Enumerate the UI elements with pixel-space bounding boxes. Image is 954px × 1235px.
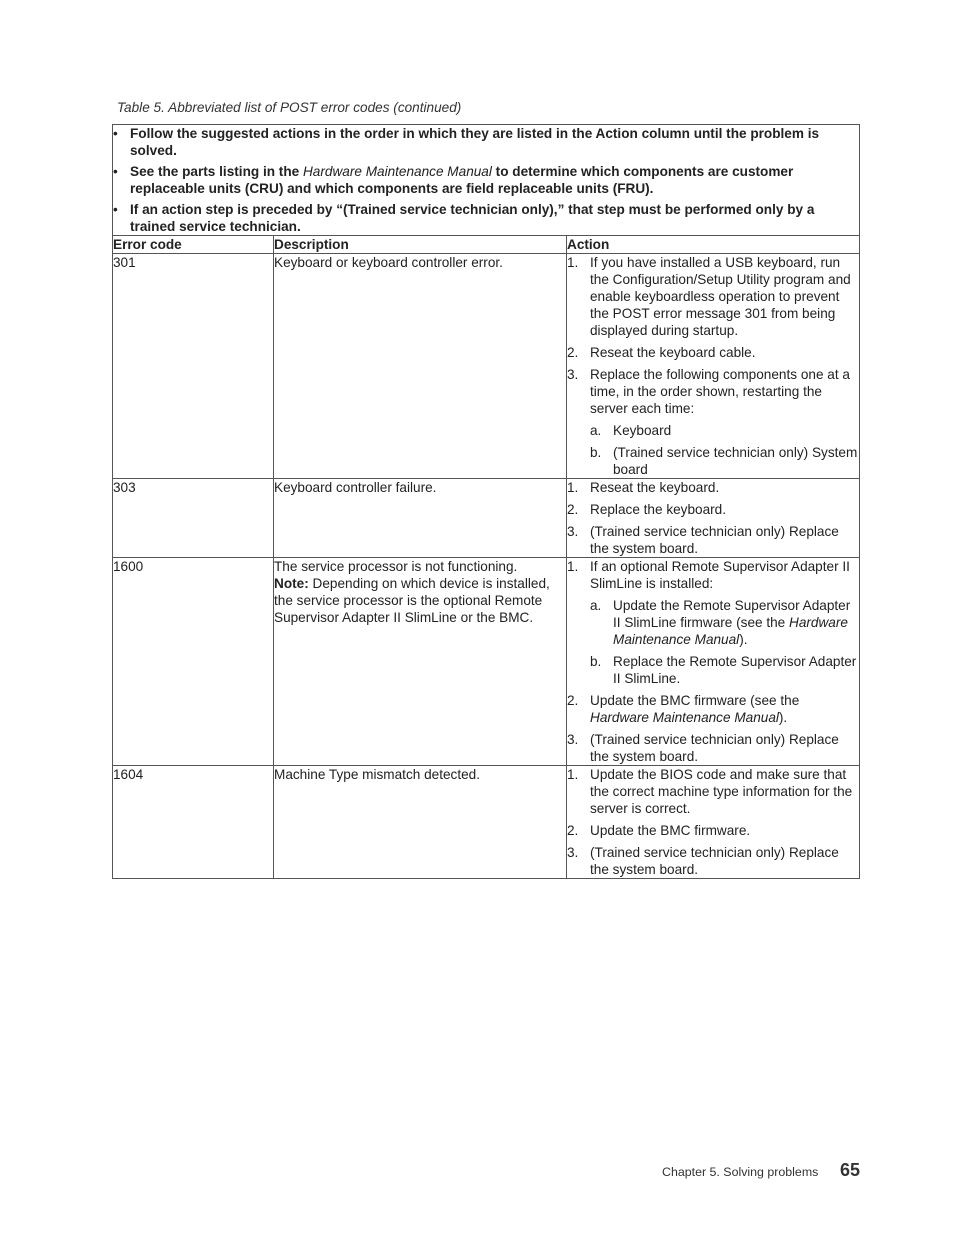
footer-chapter-title: Chapter 5. Solving problems — [662, 1165, 819, 1179]
column-header-description: Description — [274, 236, 567, 254]
error-description: Keyboard or keyboard controller error. — [274, 254, 567, 479]
action-step: 2. Update the BMC firmware (see the Hardware Maintenance Manual). — [567, 693, 800, 725]
error-actions — [567, 254, 860, 479]
error-actions — [567, 766, 860, 879]
action-step: 1. If you have installed a USB keyboard, run the Configuration/Setup Utility program and enable keyboardless operation to prevent the POST error message 301 from being displayed during startup. — [567, 255, 851, 338]
post-error-codes-table — [112, 124, 860, 879]
note-item — [113, 201, 859, 235]
action-step: 1. If an optional Remote Supervisor Adapter II SlimLine is installed: a. Update the Remote Supervisor Adapter II SlimLine firmware (see the Hardware Maintenance Manual). b. Replace the Remote Supervisor Adapter II SlimLine. — [567, 558, 859, 687]
action-substep: b. (Trained service technician only) System board — [590, 445, 858, 477]
note-text: Follow the suggested actions in the order in which they are listed in the Action column until the problem is solved. — [130, 126, 820, 158]
column-header-error-code: Error code — [113, 236, 274, 254]
action-substep: a. Keyboard — [590, 423, 672, 438]
action-step: 2. Replace the keyboard. — [567, 502, 727, 517]
action-step: 3. Replace the following components one at a time, in the order shown, restarting the server each time: a. Keyboard b. (Trained service technician only) System board — [567, 367, 858, 477]
action-step: 2. Update the BMC firmware. — [567, 823, 751, 838]
table-row — [113, 479, 860, 558]
action-substep: b. Replace the Remote Supervisor Adapter II SlimLine. — [590, 654, 857, 686]
action-step: 1. Update the BIOS code and make sure that the correct machine type information for the server is correct. — [567, 767, 853, 816]
bullet-icon: • — [113, 164, 118, 179]
page-number: 65 — [840, 1160, 861, 1180]
error-description: Keyboard controller failure. — [274, 479, 567, 558]
error-description: Machine Type mismatch detected. — [274, 766, 567, 879]
action-step: 1. Reseat the keyboard. — [567, 480, 720, 495]
table-row — [113, 766, 860, 879]
table-row — [113, 558, 860, 766]
error-code: 1600 — [113, 558, 274, 766]
table-notes — [113, 125, 860, 236]
error-description: The service processor is not functioning. Note: Depending on which device is installed, the service processor is the optional Remote Supervisor Adapter II SlimLine or the BMC. — [274, 558, 567, 766]
note-label: Note: — [274, 576, 309, 591]
bullet-icon: • — [113, 126, 118, 141]
header-row — [113, 236, 860, 254]
error-actions — [567, 558, 860, 766]
note-item — [113, 125, 859, 159]
table-row — [113, 254, 860, 479]
note-text: See the parts listing in the Hardware Maintenance Manual to determine which components are customer replaceable units (CRU) and which components are field replaceable units (FRU). — [130, 164, 794, 196]
column-header-action: Action — [567, 236, 860, 254]
bullet-icon: • — [113, 202, 118, 217]
action-step: 3. (Trained service technician only) Replace the system board. — [567, 732, 839, 764]
action-step: 3. (Trained service technician only) Replace the system board. — [567, 845, 839, 877]
action-step: 3. (Trained service technician only) Replace the system board. — [567, 524, 839, 556]
table-caption: Table 5. Abbreviated list of POST error codes (continued) — [117, 100, 462, 115]
error-code: 301 — [113, 254, 274, 479]
note-text: If an action step is preceded by “(Trained service technician only),” that step must be performed only by a trained service technician. — [130, 202, 815, 234]
error-actions — [567, 479, 860, 558]
action-substep: a. Update the Remote Supervisor Adapter II SlimLine firmware (see the Hardware Maintenance Manual). — [590, 598, 851, 647]
note-item — [113, 163, 859, 197]
error-code: 303 — [113, 479, 274, 558]
action-step: 2. Reseat the keyboard cable. — [567, 345, 756, 360]
error-code: 1604 — [113, 766, 274, 879]
manual-title: Hardware Maintenance Manual — [302, 164, 492, 179]
